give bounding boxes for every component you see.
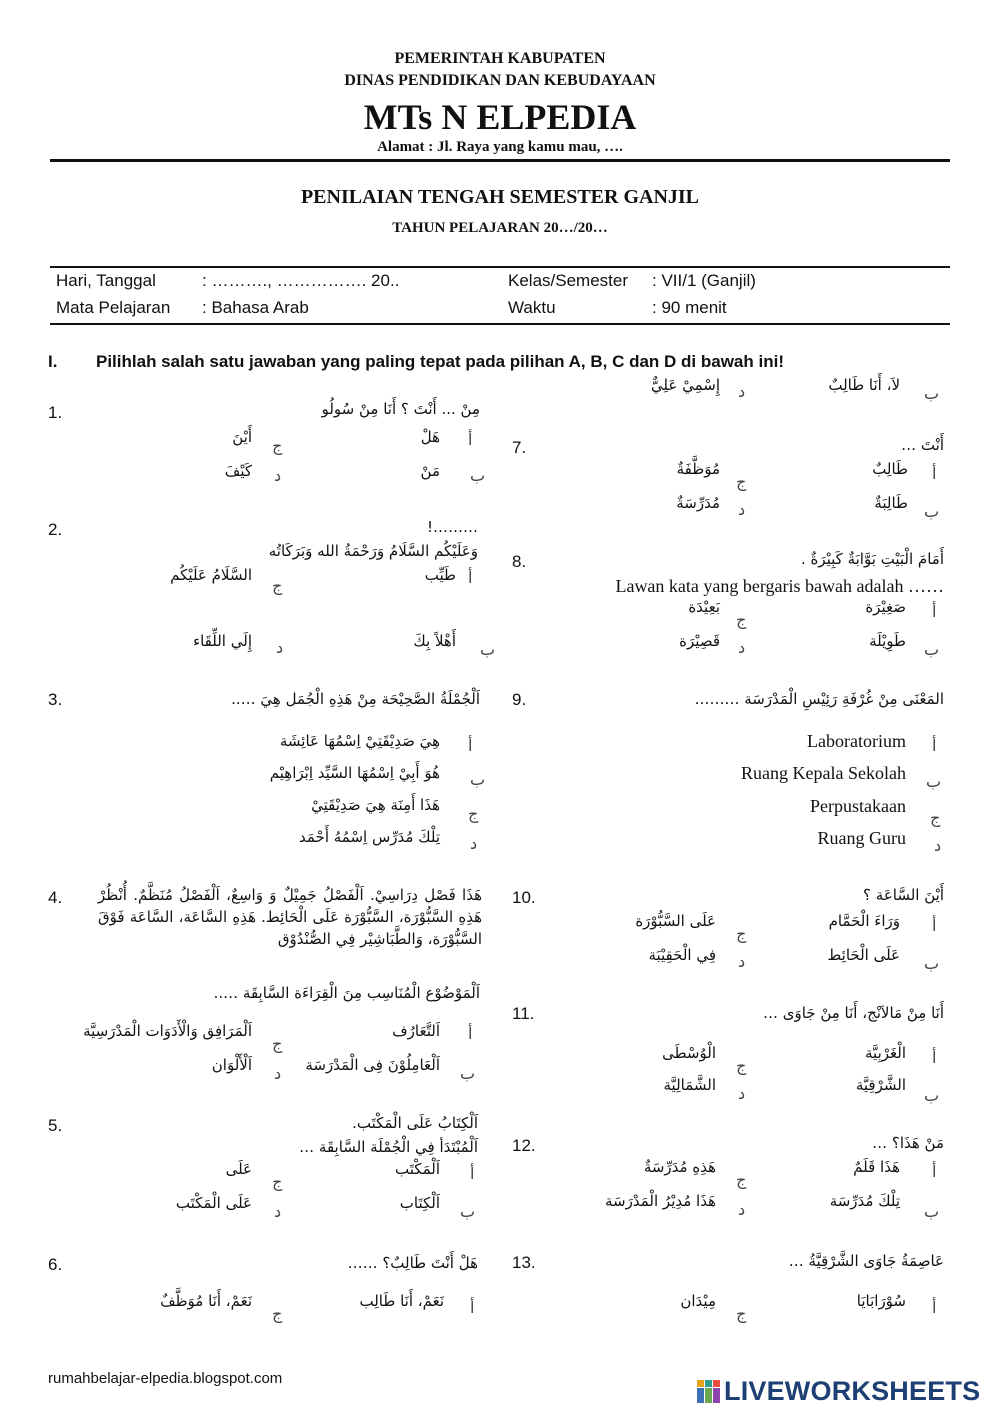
q5-option-c[interactable]: عَلَى bbox=[225, 1160, 252, 1178]
q12-letter-b: ب bbox=[924, 1202, 940, 1221]
q11-option-b[interactable]: الشَّرْقِيَّة bbox=[855, 1076, 906, 1094]
header-line-1: PEMERINTAH KABUPATEN bbox=[394, 50, 606, 67]
q2-letter-b: ب bbox=[480, 640, 496, 659]
q13-option-a[interactable]: سُوْرَابَايَا bbox=[856, 1292, 906, 1310]
q9-text: المَعْنَى مِنْ غُرْفَةِ رَئِيْسِ الْمَدْرَسَة ……… bbox=[694, 690, 944, 708]
q4-option-b[interactable]: اَلْعَامِلُوْنَ فِى الْمَدْرَسَة bbox=[305, 1056, 440, 1074]
q12-option-b[interactable]: تِلْكَ مُدَرِّسَة bbox=[829, 1192, 900, 1210]
q4-option-d[interactable]: اَلْأَلْوَان bbox=[211, 1056, 252, 1074]
q2-option-d[interactable]: إِلَي اللِّقَاء bbox=[193, 632, 252, 650]
q3-option-c[interactable]: هَذَا أَمِنَة هِيَ صَدِيْقَتِيْ bbox=[311, 796, 440, 814]
time-label: Waktu bbox=[508, 298, 556, 317]
q8-option-d[interactable]: قَصِيْرَة bbox=[679, 632, 720, 650]
q5-text-2: اَلْمُبْتَدَأ فِي الْجُمْلَة السَّابِقَة … bbox=[299, 1138, 478, 1156]
q13-letter-a: أ bbox=[932, 1298, 937, 1317]
q3-option-b[interactable]: هُوَ أَبِيْ اِسْمُهَا السَّيِّد اِبْرَاهِيْم bbox=[269, 764, 440, 782]
academic-year: TAHUN PELAJARAN 20…/20… bbox=[392, 220, 608, 236]
q8-option-a[interactable]: صَغِيْرَة bbox=[865, 598, 906, 616]
q1-option-c[interactable]: أَيْنَ bbox=[232, 428, 252, 446]
q1-option-d[interactable]: كَيْفَ bbox=[224, 462, 252, 480]
q5-text: اَلْكِتَابُ عَلَى الْمَكْتَب. bbox=[352, 1114, 478, 1132]
q1-option-b[interactable]: مَنْ bbox=[420, 462, 440, 480]
q10-letter-c: ج bbox=[736, 924, 747, 943]
class-value: : VII/1 (Ganjil) bbox=[652, 271, 756, 290]
q4-passage: هَذَا فَصْل دِرَاسِيْ. اَلْفَصْلُ جَمِيْلٌ وَ وَاسِعٌ، اَلْفَصْلُ مُنَظَّمٌ. أُنْظُرْ هَذِهِ السَّبُّوْرَة، السَّبُّوْرَة عَلَى الْحَائِط. هَذِهِ السَّاعَة، السَّاعَة فَوْقَ السَّبُّوْرَة، وَالطَّبَاشِيْر فِي الصُّنْدُوْق bbox=[98, 886, 482, 948]
q1-letter-b: ب bbox=[470, 466, 486, 485]
q13-text: عَاصِمَةُ جَاوَى الشَّرْقِيَّةُ … bbox=[788, 1252, 944, 1270]
q8-option-b[interactable]: طَوِيْلَة bbox=[869, 632, 906, 650]
q7-letter-c: ج bbox=[736, 472, 747, 491]
q12-letter-d: د bbox=[738, 1200, 746, 1219]
q11-option-c[interactable]: الْوُسْطَى bbox=[662, 1044, 716, 1062]
q9-letter-d: د bbox=[934, 836, 942, 855]
header-line-2: DINAS PENDIDIKAN DAN KEBUDAYAAN bbox=[344, 72, 656, 89]
q3-letter-a: أ bbox=[468, 736, 473, 755]
q1-number: 1. bbox=[48, 403, 63, 422]
q4-option-c[interactable]: اَلْمَرَافِق وَالْأَدَوَات الْمَدْرَسِيَّة bbox=[83, 1022, 252, 1040]
q4-letter-a: أ bbox=[468, 1024, 473, 1043]
q9-option-b[interactable]: Ruang Kepala Sekolah bbox=[741, 763, 906, 783]
q7-number: 7. bbox=[512, 438, 527, 457]
q11-letter-a: أ bbox=[932, 1048, 937, 1067]
q2-option-b[interactable]: أَهْلاً بِكَ bbox=[413, 632, 456, 650]
q13-number: 13. bbox=[512, 1253, 536, 1272]
q12-option-c[interactable]: هَذِهِ مُدَرِّسَةٌ bbox=[643, 1158, 716, 1176]
q12-letter-a: أ bbox=[932, 1162, 937, 1181]
q4-letter-d: د bbox=[274, 1064, 282, 1083]
q9-letter-a: أ bbox=[932, 736, 937, 755]
q8-option-c[interactable]: بَعِيْدَة bbox=[688, 598, 720, 616]
q10-option-a[interactable]: وَرَاءَ الْحَمَّام bbox=[828, 912, 900, 930]
time-value: : 90 menit bbox=[652, 298, 727, 317]
subject-value: : Bahasa Arab bbox=[202, 298, 309, 317]
q6-letter-b: ب bbox=[924, 384, 940, 403]
q10-letter-b: ب bbox=[924, 954, 940, 973]
q2-option-c[interactable]: السَّلَامُ عَلَيْكُم bbox=[170, 566, 252, 584]
q11-letter-d: د bbox=[738, 1084, 746, 1103]
q4-option-a[interactable]: اَلتَّعَارُف bbox=[392, 1022, 440, 1040]
q5-option-a[interactable]: اَلْمَكْتَب bbox=[395, 1160, 440, 1178]
q7-option-c[interactable]: مُوَظَّفَةٌ bbox=[676, 460, 720, 478]
q8-letter-b: ب bbox=[924, 640, 940, 659]
q9-number: 9. bbox=[512, 690, 527, 709]
q3-letter-c: ج bbox=[468, 804, 479, 823]
q6-letter-a: أ bbox=[470, 1298, 475, 1317]
q7-option-b[interactable]: طَالِبَةٌ bbox=[874, 494, 908, 512]
q3-letter-b: ب bbox=[470, 770, 486, 789]
q3-number: 3. bbox=[48, 690, 63, 709]
header-divider bbox=[50, 159, 950, 162]
q9-option-a[interactable]: Laboratorium bbox=[807, 731, 906, 751]
q4-number: 4. bbox=[48, 888, 63, 907]
q6-option-c[interactable]: نَعَمْ، أَنَا مُوَظَّفٌ bbox=[160, 1292, 252, 1310]
info-bottom-border bbox=[50, 323, 950, 325]
q5-letter-a: أ bbox=[470, 1164, 475, 1183]
q11-number: 11. bbox=[512, 1004, 535, 1023]
info-top-border bbox=[50, 266, 950, 268]
day-label: Hari, Tanggal bbox=[56, 271, 156, 290]
q13-letter-c: ج bbox=[736, 1304, 747, 1323]
q3-letter-d: د bbox=[470, 834, 478, 853]
q7-text: أَنْتَ … bbox=[901, 436, 944, 454]
q12-letter-c: ج bbox=[736, 1170, 747, 1189]
q11-letter-b: ب bbox=[924, 1086, 940, 1105]
q7-option-d[interactable]: مُدَرِّسَةٌ bbox=[676, 494, 720, 512]
q2-option-a[interactable]: طَيِّب bbox=[424, 566, 456, 584]
q8-text: أَمَامَ الْبَيْتِ بَوَّابَةٌ كَبِيْرَةٌ . bbox=[800, 550, 944, 568]
q6-letter-c: ج bbox=[272, 1304, 283, 1323]
q12-text: مَنْ هَذَا؟ … bbox=[872, 1134, 944, 1152]
q2-letter-a: أ bbox=[468, 568, 473, 587]
q9-letter-b: ب bbox=[926, 772, 942, 791]
q5-letter-c: ج bbox=[272, 1172, 283, 1191]
q11-option-d[interactable]: الشَّمَالِيَّة bbox=[663, 1076, 716, 1094]
q2-text-2: وَعَلَيْكُم السَّلَامُ وَرَحْمَةُ الله وَبَرَكَاتُه bbox=[268, 542, 478, 560]
q5-letter-d: د bbox=[274, 1202, 282, 1221]
class-label: Kelas/Semester bbox=[508, 271, 628, 290]
q1-text: مِنْ ... أَنْتَ ؟ أَنَا مِنْ سُولُو bbox=[321, 400, 480, 418]
q13-option-c[interactable]: مِيْدَان bbox=[680, 1292, 716, 1310]
section-instruction: Pilihlah salah satu jawaban yang paling tepat pada pilihan A, B, C dan D di bawah ini! bbox=[96, 352, 784, 371]
school-name: MTs N ELPEDIA bbox=[363, 97, 637, 137]
q10-number: 10. bbox=[512, 888, 536, 907]
q5-option-b[interactable]: اَلْكِتَاب bbox=[399, 1194, 440, 1212]
q8-letter-c: ج bbox=[736, 610, 747, 629]
q10-option-d[interactable]: فِي الْحَقِيْبَة bbox=[648, 946, 716, 964]
q7-letter-d: د bbox=[738, 500, 746, 519]
q2-letter-d: د bbox=[276, 638, 284, 657]
q2-letter-c: ج bbox=[272, 576, 283, 595]
q9-option-d[interactable]: Ruang Guru bbox=[817, 828, 906, 848]
q6-option-a[interactable]: نَعَمْ، أَنَا طَالِب bbox=[359, 1292, 444, 1310]
q7-letter-b: ب bbox=[924, 502, 940, 521]
q8-number: 8. bbox=[512, 552, 527, 571]
q1-letter-a: أ bbox=[468, 430, 473, 449]
liveworksheets-logo-icon bbox=[697, 1380, 721, 1404]
q10-option-b[interactable]: عَلَى الْحَائِط bbox=[827, 946, 900, 964]
q10-option-c[interactable]: عَلَى السَّبُّوْرَة bbox=[635, 912, 716, 930]
q8-letter-a: أ bbox=[932, 602, 937, 621]
q6-option-b[interactable]: لاَ، أَنَا طَالِبٌ bbox=[828, 376, 900, 394]
q6-option-d[interactable]: إِسْمِيْ عَلِيٌّ bbox=[650, 376, 720, 394]
q6-text: هَلْ أَنْتَ طَالِبٌ؟ …… bbox=[347, 1254, 478, 1272]
q3-text: اَلْجُمْلَةُ الصَّحِيْحَة مِنْ هَذِهِ الْجُمَل هِيَ ….. bbox=[231, 690, 480, 708]
q4-question: اَلْمَوْضُوْع الْمُنَاسِب مِنَ الْقِرَاءَة السَّابِقَة ….. bbox=[213, 984, 480, 1002]
q9-option-c[interactable]: Perpustakaan bbox=[810, 796, 906, 816]
q4-letter-b: ب bbox=[460, 1064, 476, 1083]
q9-letter-c: ج bbox=[930, 808, 941, 827]
q12-option-d[interactable]: هَذَا مُدِيْرُ الْمَدْرَسَة bbox=[605, 1192, 716, 1210]
q10-letter-d: د bbox=[738, 952, 746, 971]
footer-url[interactable]: rumahbelajar-elpedia.blogspot.com bbox=[48, 1370, 283, 1387]
q1-letter-d: د bbox=[274, 466, 282, 485]
q11-letter-c: ج bbox=[736, 1056, 747, 1075]
q5-number: 5. bbox=[48, 1116, 63, 1135]
q8-instruction: Lawan kata yang bergaris bawah adalah …… bbox=[615, 576, 944, 596]
q6-letter-d: د bbox=[738, 382, 746, 401]
q2-number: 2. bbox=[48, 520, 63, 539]
q2-text: ………! bbox=[426, 518, 478, 536]
q1-option-a[interactable]: هَلْ bbox=[420, 428, 440, 446]
q3-option-a[interactable]: هِيَ صَدِيْقَتِيْ اِسْمُهَا عَائِشَة bbox=[279, 732, 440, 750]
q7-option-a[interactable]: طَالِبٌ bbox=[872, 460, 908, 478]
q11-option-a[interactable]: الْغَرْبِيَّة bbox=[865, 1044, 906, 1062]
q3-option-d[interactable]: تِلْكَ مُدَرِّس اِسْمُهُ أَحْمَد bbox=[299, 828, 440, 846]
section-number: I. bbox=[48, 352, 58, 371]
q10-letter-a: أ bbox=[932, 916, 937, 935]
liveworksheets-brand: LIVEWORKSHEETS bbox=[724, 1376, 981, 1406]
q1-letter-c: ج bbox=[272, 436, 283, 455]
q8-letter-d: د bbox=[738, 638, 746, 657]
day-value: : ………., ……………. 20.. bbox=[202, 271, 400, 290]
q6-number: 6. bbox=[48, 1255, 63, 1274]
q4-letter-c: ج bbox=[272, 1034, 283, 1053]
exam-title: PENILAIAN TENGAH SEMESTER GANJIL bbox=[300, 186, 700, 208]
q12-option-a[interactable]: هَذَا قَلَمٌ bbox=[853, 1158, 900, 1176]
q12-number: 12. bbox=[512, 1136, 536, 1155]
q10-text: أَيْنَ السَّاعَة ؟ bbox=[863, 886, 944, 904]
subject-label: Mata Pelajaran bbox=[56, 298, 171, 317]
q5-letter-b: ب bbox=[460, 1202, 476, 1221]
q11-text: أَنَا مِنْ مَالاَنْج، أَنَا مِنْ جَاوَى … bbox=[762, 1004, 944, 1022]
q5-option-d[interactable]: عَلَى الْمَكْتَب bbox=[175, 1194, 252, 1212]
school-address: Alamat : Jl. Raya yang kamu mau, …. bbox=[377, 139, 623, 155]
q7-letter-a: أ bbox=[932, 464, 937, 483]
